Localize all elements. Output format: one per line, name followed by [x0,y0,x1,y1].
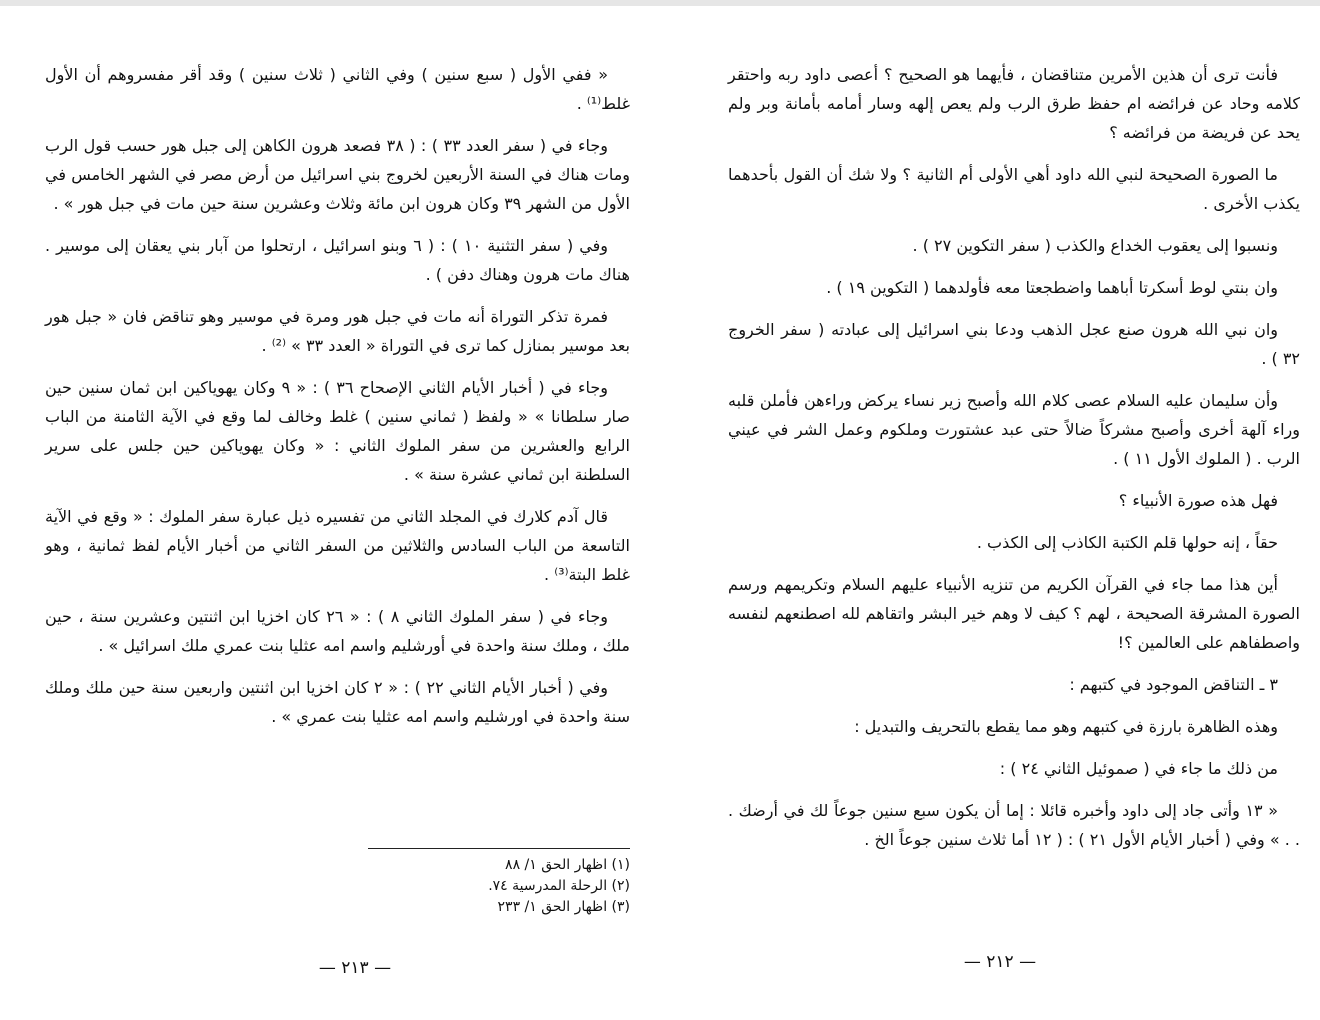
footnote-3: (٣) اظهار الحق ١/ ٢٣٣ [497,899,630,915]
right-paragraph-10: ٣ ـ التناقض الموجود في كتبهم : [1069,675,1278,694]
footnote-divider [368,848,630,849]
left-paragraph-4: فمرة تذكر التوراة أنه مات في جبل هور ومرة في موسير وهو تناقض فان « جبل هور بعد موسير بمنازل كما ترى في التوراة « العدد ٣٣ » ⁽²⁾ . [45,307,630,355]
left-paragraph-1: « ففي الأول ( سبع سنين ) وفي الثاني ( ثلاث سنين ) وقد أقر مفسروهم أن الأول غلط⁽¹⁾ . [45,65,630,113]
right-page-number: — ٢١٢ — [963,952,1037,972]
left-paragraph-2: وجاء في ( سفر العدد ٣٣ ) : ( ٣٨ فصعد هرون الكاهن إلى جبل هور حسب قول الرب ومات هناك في السنة الأربعين لخروج بني اسرائيل من أرض مصر في الشهر الخامس في الأول من الشهر ٣٩ وكان هرون ابن مائة وثلاث وعشرين سنة حين مات في جبل هور » . [45,136,630,213]
left-paragraph-8: وفي ( أخبار الأيام الثاني ٢٢ ) : « ٢ كان اخزيا ابن اثنتين واربعين سنة حين ملك وملك سنة واحدة في اورشليم واسم امه عثليا بنت عمري » . [45,678,630,726]
right-paragraph-8: حقاً ، إنه حولها قلم الكتبة الكاذب إلى الكذب . [976,533,1278,552]
right-paragraph-1: فأنت ترى أن هذين الأمرين متناقضان ، فأيهما هو الصحيح ؟ أعصى داود ربه واحتقر كلامه وحاد عن فرائضه ام حفظ طرق الرب ولم يعص إلهه وسار أمامه بأمانة وبر ولم يحد عن فريضة من فرائضه ؟ [728,65,1300,142]
footnote-2: (٢) الرحلة المدرسية ٧٤. [488,878,630,894]
scan-top-edge [0,0,1320,6]
footnote-1: (١) اظهار الحق ١/ ٨٨ [505,857,630,873]
left-paragraph-3: وفي ( سفر التثنية ١٠ ) : ( ٦ وبنو اسرائيل ، ارتحلوا من آبار بني يعقان إلى موسير . هناك مات هرون وهناك دفن ) . [45,236,630,284]
left-page-number: — ٢١٣ — [318,958,392,978]
left-paragraph-6: قال آدم كلارك في المجلد الثاني من تفسيره ذيل عبارة سفر الملوك : « وقع في الآية التاسعة من الباب السادس والثلاثين من السفر الثاني من أخبار الأيام لفظ ثمانية ، وهو غلط البتة⁽³⁾ . [45,507,630,584]
right-paragraph-6: وأن سليمان عليه السلام عصى كلام الله وأصبح زير نساء يركض وراءهن فأملن قلبه وراء آلهة أخرى وأصبح مشركاً ضالاً حتى عبد عشتورت وملكوم وعمل الشر في عيني الرب . ( الملوك الأول ١١ ) . [728,391,1300,468]
right-paragraph-7: فهل هذه صورة الأنبياء ؟ [1118,491,1278,510]
left-footnotes [45,848,630,918]
right-page [728,60,1300,867]
right-paragraph-4: وان بنتي لوط أسكرتا أباهما واضطجعتا معه فأولدهما ( التكوين ١٩ ) . [826,278,1278,297]
right-paragraph-13: « ١٣ وأتى جاد إلى داود وأخبره قائلا : إما أن يكون سبع سنين جوعاً لك في أرضك . . . » وفي ( أخبار الأيام الأول ٢١ ) : ( ١٢ أما ثلاث سنين جوعاً الخ . [728,801,1300,849]
left-paragraph-5: وجاء في ( أخبار الأيام الثاني الإصحاح ٣٦ ) : « ٩ وكان يهوياكين ابن ثمان سنين حين صار سلطانا » « ولفظ ( ثماني سنين ) غلط وخالف لما وقع في الآية الثامنة من الباب الرابع والعشرين من سفر الملوك الثاني : « وكان يهوياكين حين جلس على سرير السلطنة ابن ثماني عشرة سنة » . [45,378,630,484]
right-paragraph-5: وان نبي الله هرون صنع عجل الذهب ودعا بني اسرائيل إلى عبادته ( سفر الخروج ٣٢ ) . [728,320,1300,368]
right-paragraph-11: وهذه الظاهرة بارزة في كتبهم وهو مما يقطع بالتحريف والتبديل : [854,717,1278,736]
right-paragraph-12: من ذلك ما جاء في ( صموئيل الثاني ٢٤ ) : [999,759,1278,778]
left-paragraph-7: وجاء في ( سفر الملوك الثاني ٨ ) : « ٢٦ كان اخزيا ابن اثنتين وعشرين سنة ، حين ملك ، وملك سنة واحدة في أورشليم واسم امه عثليا بنت عمري ملك اسرائيل » . [45,607,630,655]
right-paragraph-9: أين هذا مما جاء في القرآن الكريم من تنزيه الأنبياء عليهم السلام وتكريمهم ورسم الصورة المشرقة الصحيحة ، لهم ؟ كيف لا وهم خير البشر واتقاهم لله اصطنعهم لنفسه واصطفاهم على العالمين ؟! [728,575,1300,652]
left-page [45,60,630,744]
right-paragraph-3: ونسبوا إلى يعقوب الخداع والكذب ( سفر التكوين ٢٧ ) . [912,236,1278,255]
right-paragraph-2: ما الصورة الصحيحة لنبي الله داود أهي الأولى أم الثانية ؟ ولا شك أن القول بأحدهما يكذب الأخرى . [728,165,1300,213]
